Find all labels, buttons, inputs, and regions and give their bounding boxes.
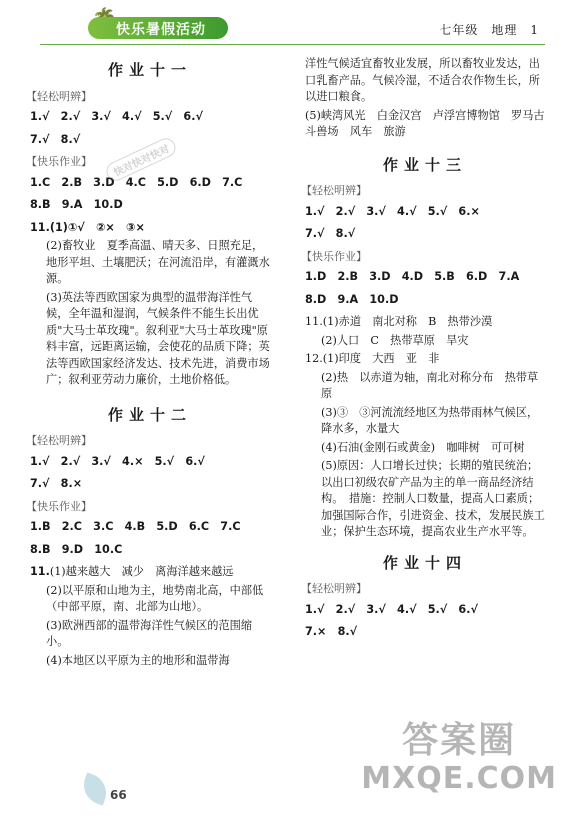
answer-paragraph: (4)本地区以平原为主的地形和温带海	[46, 653, 230, 667]
grade-subject-label: 七年级 地理 1	[439, 23, 539, 37]
answer-paragraph: (3)英法等西欧国家为典型的温带海洋性气候，全年温和湿润，气候条件不能生长出优质"大马士革玫瑰"。叙利亚"大马士革玫瑰"原料丰富，远距离运输，会使花的品质下降；英法等西欧国家经济发达、技术先进，消费市场广；叙利亚劳动力廉价，土地价格低。	[46, 290, 270, 386]
answer-row: 1.√ 2.√ 3.√ 4.√ 5.√ 6.×	[305, 204, 480, 218]
answer-row: 1.√ 2.√ 3.√ 4.× 5.√ 6.√	[30, 454, 205, 468]
answer-row: 7.√ 8.×	[30, 477, 83, 490]
site-watermark	[361, 722, 557, 798]
answer-line: 12.(1)印度 大西 亚 非	[305, 352, 440, 365]
answer-paragraph: (2)热 以赤道为轴，南北对称分布 热带草原	[321, 370, 539, 400]
watermark-url: MXQE.COM	[361, 761, 557, 796]
section-title: 作业十三	[382, 155, 467, 174]
answer-row: 8.D 9.A 10.D	[305, 292, 399, 306]
answer-line: 11.(1)越来越大 减少 离海洋越来越远	[30, 565, 234, 578]
answer-row: 7.√ 8.√	[305, 227, 356, 240]
answer-paragraph: 洋性气候适宜畜牧业发展，所以畜牧业发达，出口乳畜产品。气候冷湿，不适合农作物生长，所以进口粮食。	[305, 57, 540, 103]
answer-row: 1.√ 2.√ 3.√ 4.√ 5.√ 6.√	[30, 110, 203, 123]
page-header	[0, 0, 565, 46]
answer-paragraph: (5)峡湾风光 白金汉宫 卢浮宫博物馆 罗马古斗兽场 风车 旅游	[305, 108, 545, 138]
section-title: 作业十四	[382, 553, 467, 572]
answer-row: 1.D 2.B 3.D 4.D 5.B 6.D 7.A	[305, 270, 520, 283]
header-divider	[40, 44, 545, 45]
subsection-label: 【轻松明辨】	[26, 434, 92, 447]
answer-row: 7.× 8.√	[305, 625, 358, 638]
answer-row: 1.C 2.B 3.D 4.C 5.D 6.D 7.C	[30, 175, 243, 189]
answer-line: 11.(1)赤道 南北对称 B 热带沙漠	[305, 315, 493, 328]
answer-paragraph: (2)以平原和山地为主，地势南北高，中部低（中部平原，南、北部为山地）。	[46, 583, 264, 613]
answer-row: 8.B 9.D 10.C	[30, 542, 123, 556]
answer-line: (2)人口 C 热带草原 旱灾	[321, 333, 469, 347]
watermark-text: 答案圈	[402, 720, 517, 761]
answer-row: 8.B 9.A 10.D	[30, 198, 123, 211]
stamp-watermark: 快对快对快对	[103, 135, 178, 183]
leaf-decoration	[78, 772, 111, 805]
subsection-label: 【轻松明辨】	[301, 582, 367, 595]
subsection-label: 【轻松明辨】	[301, 184, 367, 197]
answer-row: 1.B 2.C 3.C 4.B 5.D 6.C 7.C	[30, 520, 241, 533]
page-number: 66	[110, 788, 127, 802]
answer-paragraph: (5)原因：人口增长过快；长期的殖民统治；以出口初级农矿产品为主的单一商品经济结构。 措施：控制人口数量，提高人口素质；加强国际合作，引进资金、技术，发展民族工业；保护生态环境，提高农业生产水平等。	[321, 459, 545, 538]
subsection-label: 【快乐作业】	[26, 499, 92, 513]
answer-paragraph: (2)畜牧业 夏季高温、晴天多、日照充足，地形平坦、土壤肥沃；在河流沿岸，有灌溉水源。	[46, 239, 270, 285]
right-column	[301, 52, 545, 647]
answer-paragraph: (4)石油(金刚石或黄金) 咖啡树 可可树	[321, 440, 525, 454]
answer-paragraph: (3)③ ③河流流经地区为热带雨林气候区，降水多，水量大	[321, 405, 539, 435]
answer-row: 1.√ 2.√ 3.√ 4.√ 5.√ 6.√	[305, 602, 478, 616]
answer-line: 11.(1)①√ ②× ③×	[30, 220, 145, 234]
answer-paragraph: (3)欧洲西部的温带海洋性气候区的范围缩小。	[46, 618, 253, 648]
subsection-label: 【轻松明辨】	[26, 89, 92, 103]
subsection-label: 【快乐作业】	[301, 249, 367, 263]
answer-row: 7.√ 8.√	[30, 132, 81, 146]
section-title: 作业十一	[107, 61, 192, 79]
banner-title: 快乐暑假活动	[116, 22, 206, 38]
section-title: 作业十二	[107, 405, 192, 424]
subsection-label: 【快乐作业】	[26, 155, 92, 168]
